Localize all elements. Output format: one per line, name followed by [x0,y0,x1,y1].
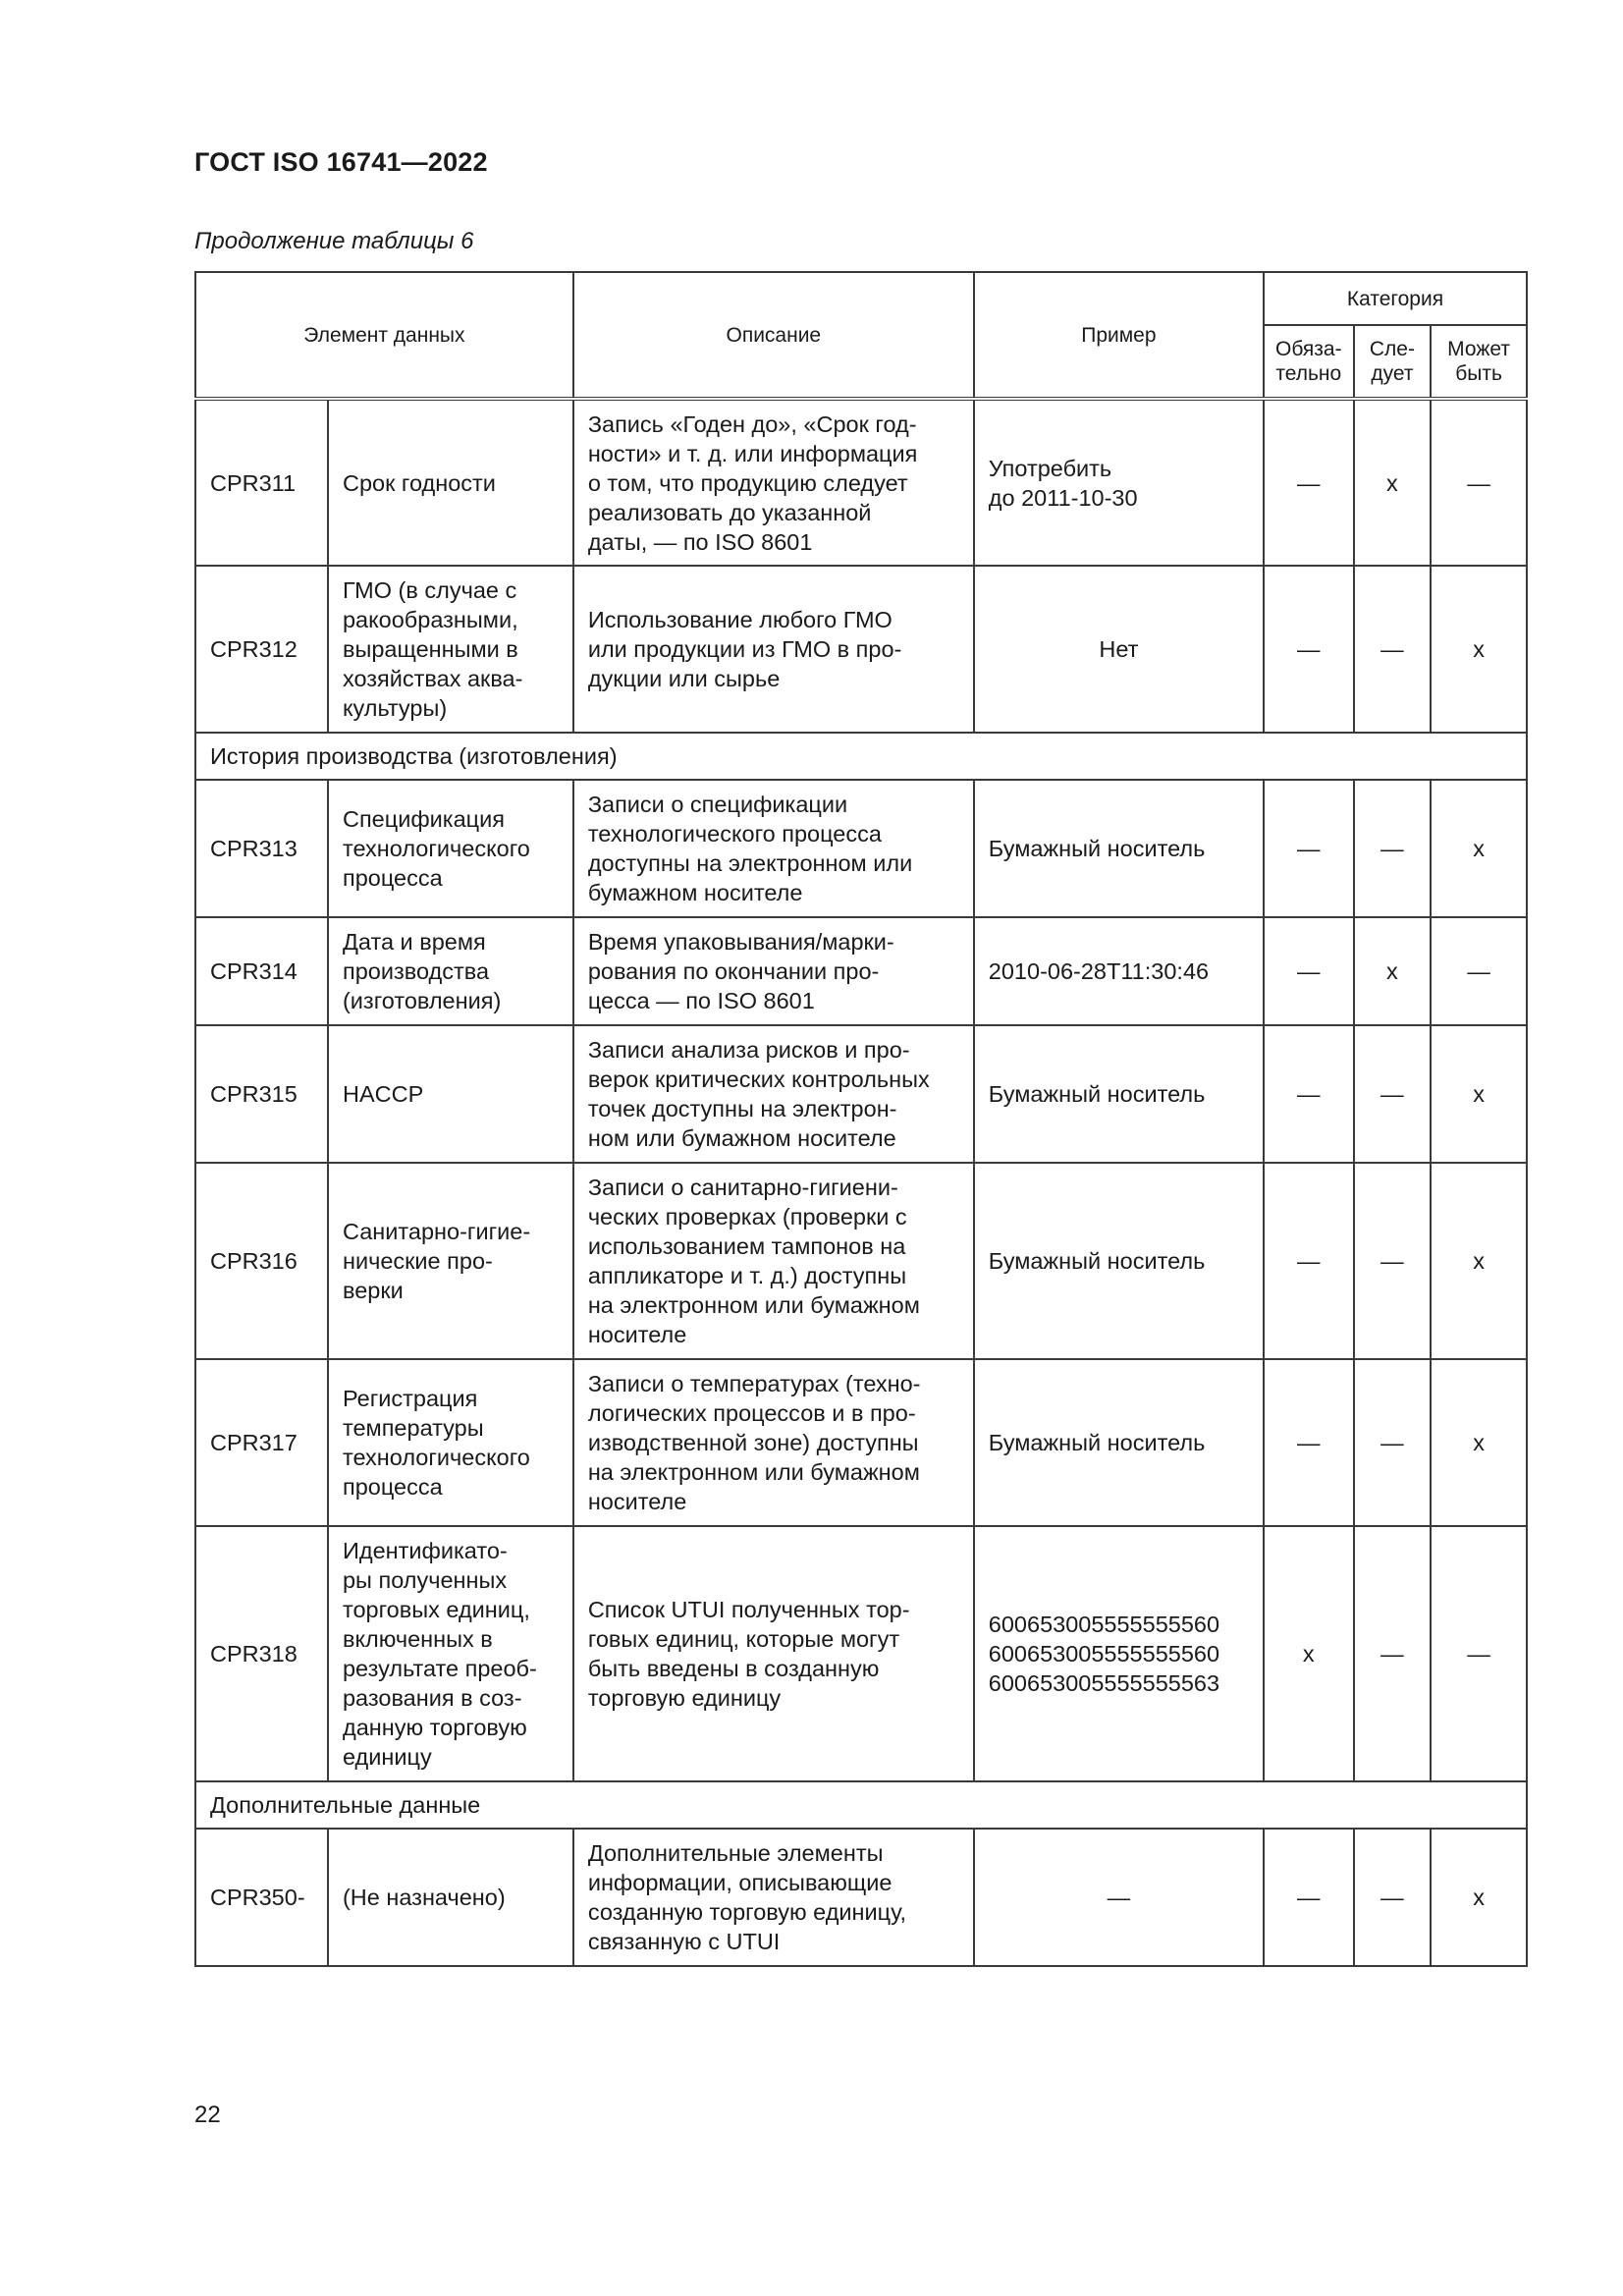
element-description: Список UTUI полученных тор- говых единиц, которые могут быть введены в созданную торговую единицу [573,1526,974,1781]
document-title: ГОСТ ISO 16741—2022 [194,147,488,177]
table-row [195,1829,1527,1966]
element-name: Срок годности [328,399,573,566]
category-should-mark: — [1354,1359,1432,1526]
category-mandatory-mark: — [1264,399,1354,566]
table-row [195,780,1527,917]
category-should-mark: — [1354,1829,1432,1966]
category-may-mark: x [1431,1829,1527,1966]
column-header-may: Может быть [1431,325,1527,399]
element-example: Бумажный носитель [974,1025,1264,1163]
category-may-mark: — [1431,1526,1527,1781]
element-name: Идентификато- ры полученных торговых единиц, включенных в результате преоб- разования в соз- данную торговую единицу [328,1526,573,1781]
element-code: CPR311 [195,399,328,566]
element-example: — [974,1829,1264,1966]
element-name: (Не назначено) [328,1829,573,1966]
element-code: CPR316 [195,1163,328,1359]
element-example: Бумажный носитель [974,1163,1264,1359]
element-example: Нет [974,566,1264,733]
table-row [195,1359,1527,1526]
category-may-mark: — [1431,399,1527,566]
category-should-mark: — [1354,780,1432,917]
category-may-mark: — [1431,917,1527,1025]
category-mandatory-mark: — [1264,780,1354,917]
section-heading-history: История производства (изготовления) [195,733,1527,780]
table-row [195,1526,1527,1781]
table-row [195,566,1527,733]
category-may-mark: x [1431,566,1527,733]
category-may-mark: x [1431,1163,1527,1359]
element-name: Регистрация температуры технологического процесса [328,1359,573,1526]
element-name: ГМО (в случае с ракообразными, выращенными в хозяйствах аква- культуры) [328,566,573,733]
column-header-should: Сле- дует [1354,325,1432,399]
element-name: Дата и время производства (изготовления) [328,917,573,1025]
page-number: 22 [194,2102,221,2128]
element-code: CPR312 [195,566,328,733]
element-code: CPR350- [195,1829,328,1966]
category-should-mark: — [1354,566,1432,733]
element-code: CPR313 [195,780,328,917]
category-mandatory-mark: — [1264,1163,1354,1359]
category-mandatory-mark: — [1264,1359,1354,1526]
element-example: Употребить до 2011-10-30 [974,399,1264,566]
element-name: HACCP [328,1025,573,1163]
section-heading-additional: Дополнительные данные [195,1781,1527,1829]
column-header-description: Описание [573,272,974,399]
element-code: CPR317 [195,1359,328,1526]
element-description: Использование любого ГМО или продукции из ГМО в про- дукции или сырье [573,566,974,733]
element-description: Дополнительные элементы информации, описывающие созданную торговую единицу, связанную с UTUI [573,1829,974,1966]
category-may-mark: x [1431,1359,1527,1526]
category-should-mark: x [1354,399,1432,566]
element-example: 600653005555555560 600653005555555560 600653005555555563 [974,1526,1264,1781]
column-header-mandatory: Обяза- тельно [1264,325,1354,399]
data-elements-table [194,271,1528,1967]
category-should-mark: x [1354,917,1432,1025]
element-name: Санитарно-гигие- нические про- верки [328,1163,573,1359]
element-description: Записи о спецификации технологического процесса доступны на электронном или бумажном носителе [573,780,974,917]
element-description: Записи о санитарно-гигиени- ческих проверках (проверки с использованием тампонов на аппликаторе и т. д.) доступны на электронном или бумажном носителе [573,1163,974,1359]
element-example: Бумажный носитель [974,1359,1264,1526]
category-should-mark: — [1354,1526,1432,1781]
element-description: Записи анализа рисков и про- верок критических контрольных точек доступны на электрон- ном или бумажном носителе [573,1025,974,1163]
table-row [195,399,1527,566]
element-code: CPR314 [195,917,328,1025]
element-example: 2010-06-28T11:30:46 [974,917,1264,1025]
category-may-mark: x [1431,780,1527,917]
category-may-mark: x [1431,1025,1527,1163]
table-row [195,1163,1527,1359]
section-row [195,733,1527,780]
section-row [195,1781,1527,1829]
table-caption: Продолжение таблицы 6 [194,228,474,254]
element-example: Бумажный носитель [974,780,1264,917]
element-description: Записи о температурах (техно- логических процессов и в про- изводственной зоне) доступны на электронном или бумажном носителе [573,1359,974,1526]
column-header-category: Категория [1264,272,1527,325]
column-header-example: Пример [974,272,1264,399]
table-body [195,399,1527,1966]
element-name: Спецификация технологического процесса [328,780,573,917]
category-should-mark: — [1354,1163,1432,1359]
category-mandatory-mark: — [1264,1025,1354,1163]
element-code: CPR315 [195,1025,328,1163]
category-mandatory-mark: — [1264,917,1354,1025]
table-row [195,1025,1527,1163]
category-should-mark: — [1354,1025,1432,1163]
category-mandatory-mark: — [1264,566,1354,733]
column-header-element: Элемент данных [195,272,573,399]
element-code: CPR318 [195,1526,328,1781]
category-mandatory-mark: x [1264,1526,1354,1781]
element-description: Время упаковывания/марки- рования по окончании про- цесса — по ISO 8601 [573,917,974,1025]
table-row [195,917,1527,1025]
category-mandatory-mark: — [1264,1829,1354,1966]
element-description: Запись «Годен до», «Срок год- ности» и т. д. или информация о том, что продукцию следует реализовать до указанной даты, — по ISO 8601 [573,399,974,566]
